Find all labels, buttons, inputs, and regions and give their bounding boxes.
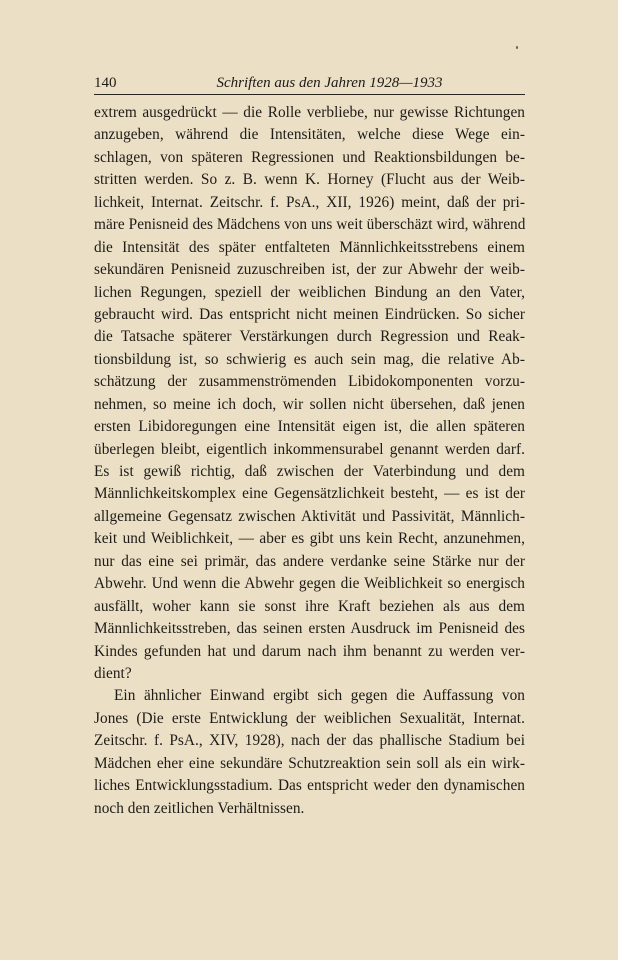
page-header: [94, 72, 525, 94]
text-line: lichen Regungen, speziell der weiblichen Bindung an den Vater,: [94, 283, 525, 301]
text-line: extrem ausgedrückt — die Rolle verbliebe, nur gewisse Richtungen: [94, 104, 525, 121]
text-line: ausfällt, woher kann sie sonst ihre Kraft beziehen als aus dem: [94, 597, 525, 615]
text-line: Männlichkeitsstreben, das seinen ersten Ausdruck im Penisneid des: [94, 620, 525, 638]
text-line: anzugeben, während die Intensitäten, welche diese Wege ein-: [94, 126, 525, 144]
text-line: liches Entwicklungsstadium. Das entspricht weder den dynamischen: [94, 777, 525, 795]
text-line: überlegen bleibt, eigentlich inkommensurabel genannt werden darf.: [94, 440, 525, 458]
page-number: 140: [94, 75, 117, 91]
paragraph-2: [94, 685, 525, 820]
text-line: tionsbildung ist, so schwierig es auch sein mag, die relative Ab-: [94, 350, 525, 368]
text-line: Männlichkeitskomplex eine Gegensätzlichkeit besteht, — es ist der: [94, 485, 525, 503]
text-line: lichkeit, Internat. Zeitschr. f. PsA., XII, 1926) meint, daß der pri-: [94, 193, 525, 211]
text-line: märe Penisneid des Mädchens von uns weit überschäzt wird, während: [94, 216, 526, 234]
text-line: nehmen, so meine ich doch, wir sollen nicht übersehen, daß jenen: [94, 395, 525, 413]
body-text: [94, 102, 525, 820]
text-line: keit und Weiblichkeit, — aber es gibt uns kein Recht, anzunehmen,: [94, 530, 525, 548]
text-line: ersten Libidoregungen eine Intensität eigen ist, die allen späteren: [94, 418, 525, 436]
text-line: nur das eine sei primär, das andere verdanke seine Stärke nur der: [94, 552, 525, 570]
text-line: Abwehr. Und wenn die Abwehr gegen die Weiblichkeit so energisch: [94, 575, 525, 593]
text-line: schlagen, von späteren Regressionen und Reaktionsbildungen be-: [94, 148, 525, 166]
text-line: Es ist gewiß richtig, daß zwischen der Vaterbindung und dem: [94, 463, 525, 480]
text-line: Jones (Die erste Entwicklung der weiblichen Sexualität, Internat.: [94, 709, 525, 727]
text-line: Kindes gefunden hat und darum nach ihm benannt zu werden ver-: [94, 642, 525, 660]
text-line: Ein ähnlicher Einwand ergibt sich gegen die Auffassung von: [114, 687, 525, 705]
text-line: sekundären Penisneid zuzuschreiben ist, der zur Abwehr der weib-: [94, 261, 525, 279]
text-line: die Tatsache späterer Verstärkungen durch Regression und Reak-: [94, 328, 525, 346]
text-line: schätzung der zusammenströmenden Libidokomponenten vorzu-: [94, 373, 525, 391]
paragraph-1: [94, 102, 525, 685]
text-line: die Intensität des später entfalteten Männlichkeitsstrebens einem: [94, 238, 525, 256]
text-line: gebraucht wird. Das entspricht nicht meinen Eindrücken. So sicher: [94, 305, 525, 323]
text-line: dient?: [94, 664, 132, 682]
text-line: Zeitschr. f. PsA., XIV, 1928), nach der das phallische Stadium bei: [94, 732, 525, 750]
text-line: allgemeine Gegensatz zwischen Aktivität und Passivität, Männlich-: [94, 507, 525, 525]
text-line: noch den zeitlichen Verhältnissen.: [94, 799, 305, 817]
header-rule: [94, 94, 525, 95]
paper-speck: [516, 46, 518, 49]
text-line: Mädchen eher eine sekundäre Schutzreaktion sein soll als ein wirk-: [94, 754, 525, 772]
running-title: Schriften aus den Jahren 1928—1933: [216, 75, 443, 91]
text-line: stritten werden. So z. B. wenn K. Horney (Flucht aus der Weib-: [94, 171, 525, 189]
